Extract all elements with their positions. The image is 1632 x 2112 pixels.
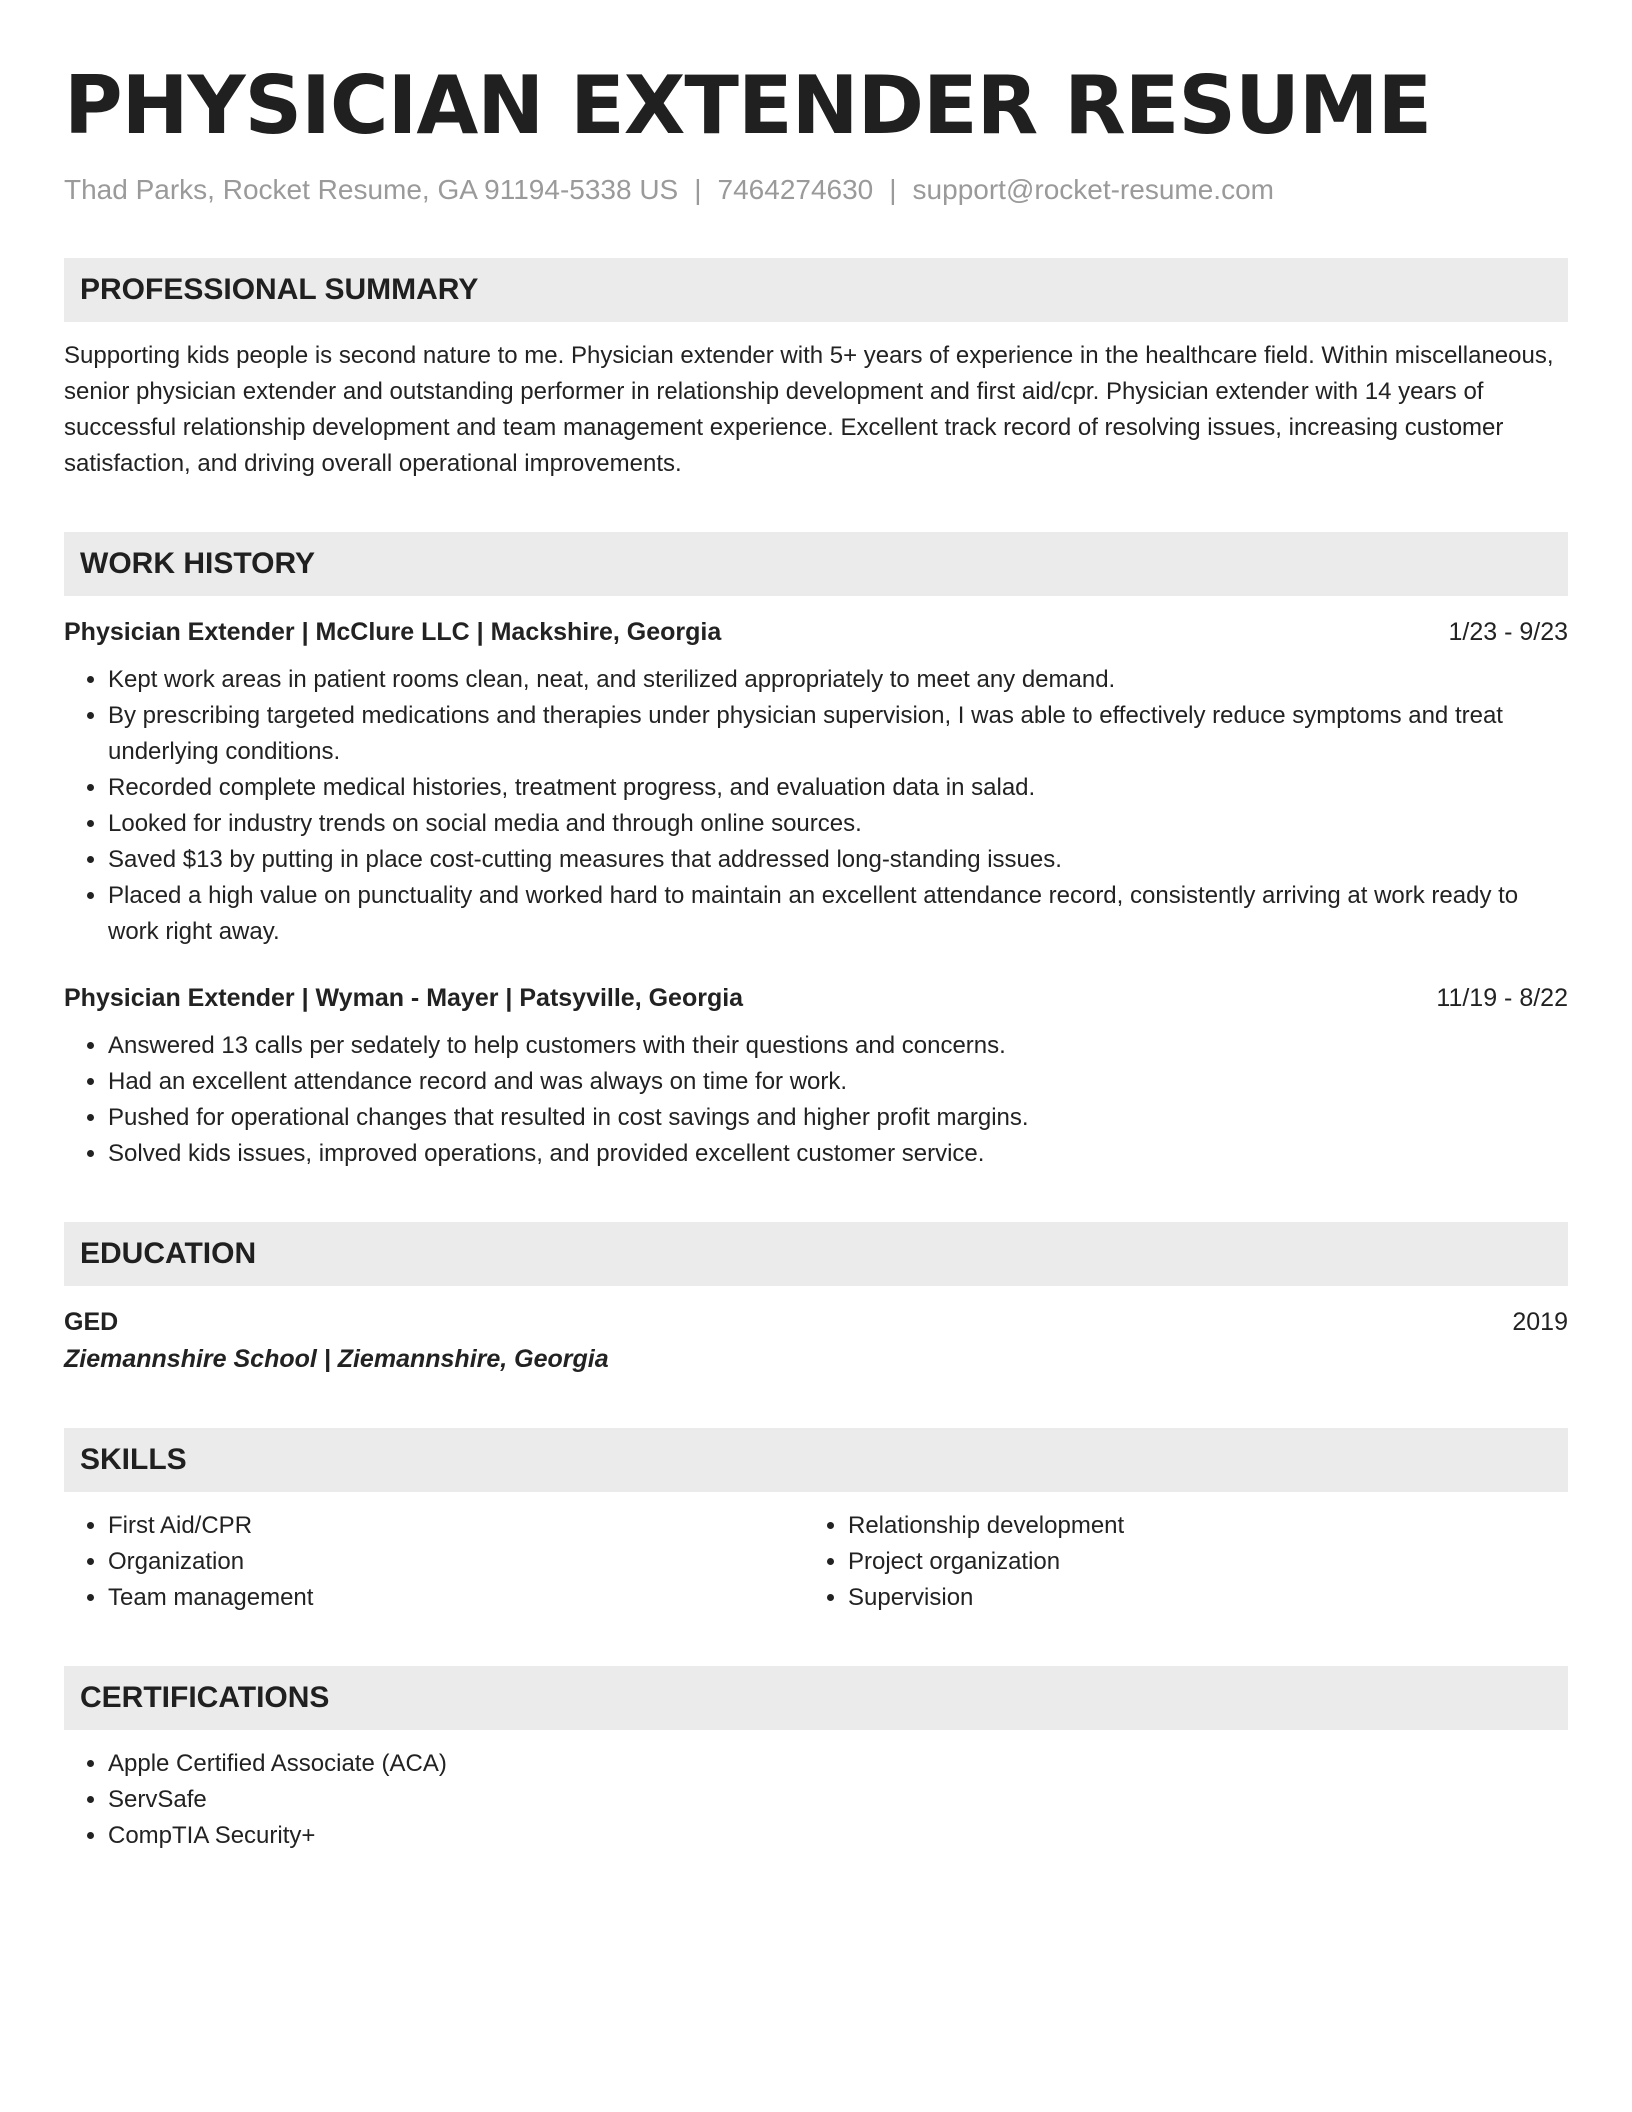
certifications-list (64, 1746, 1568, 1854)
skill-item: • Supervision (848, 1580, 1568, 1616)
education-header (64, 1304, 1568, 1340)
skills-column-1 (64, 1508, 804, 1616)
contact-address: Thad Parks, Rocket Resume, GA 91194-5338 US (64, 174, 679, 205)
section-header-education: EDUCATION (64, 1222, 1568, 1286)
education-degree: GED (64, 1308, 119, 1336)
skill-item: • First Aid/CPR (108, 1508, 804, 1544)
skill-item: • Relationship development (848, 1508, 1568, 1544)
section-header-work-history: WORK HISTORY (64, 532, 1568, 596)
job-dates: 11/19 - 8/22 (1436, 984, 1568, 1012)
job-entry (64, 614, 1568, 950)
contact-email: support@rocket-resume.com (912, 174, 1274, 205)
resume-title: PHYSICIAN EXTENDER RESUME (64, 59, 1432, 152)
section-header-skills: SKILLS (64, 1428, 1568, 1492)
job-bullet: • By prescribing targeted medications and therapies under physician supervision, I was able to effectively reduce symptoms and treat underlying conditions. (108, 698, 1568, 770)
skill-item: • Organization (108, 1544, 804, 1580)
job-header (64, 980, 1568, 1016)
certifications-bullets (64, 1746, 1568, 1854)
certification-item: • Apple Certified Associate (ACA) (108, 1746, 1568, 1782)
section-header-certifications: CERTIFICATIONS (64, 1666, 1568, 1730)
job-title: Physician Extender | Wyman - Mayer | Patsyville, Georgia (64, 984, 744, 1012)
job-title: Physician Extender | McClure LLC | Mackshire, Georgia (64, 618, 722, 646)
skills-list (64, 1508, 1568, 1616)
job-bullets (64, 1028, 1568, 1172)
job-bullet: • Answered 13 calls per sedately to help customers with their questions and concerns. (108, 1028, 1568, 1064)
job-header (64, 614, 1568, 650)
summary-text: Supporting kids people is second nature to me. Physician extender with 5+ years of experience in the healthcare field. Within miscellaneous, senior physician extender and outstanding performer in relationship development and first aid/cpr. Physician extender with 14 years of successful relationship development and team management experience. Excellent track record of resolving issues, increasing customer satisfaction, and driving overall operational improvements. (64, 342, 1554, 477)
contact-phone: 7464274630 (717, 174, 874, 205)
job-bullet: • Looked for industry trends on social media and through online sources. (108, 806, 1568, 842)
job-bullet: • Kept work areas in patient rooms clean, neat, and sterilized appropriately to meet any demand. (108, 662, 1568, 698)
job-entry (64, 980, 1568, 1172)
job-bullet: • Placed a high value on punctuality and worked hard to maintain an excellent attendance record, consistently arriving at work ready to work right away. (108, 878, 1568, 950)
contact-separator: | (889, 174, 897, 205)
education-entry (64, 1304, 1568, 1378)
education-year: 2019 (1512, 1308, 1568, 1336)
skill-item: • Team management (108, 1580, 804, 1616)
job-bullet: • Recorded complete medical histories, treatment progress, and evaluation data in salad. (108, 770, 1568, 806)
skills-column-2 (804, 1508, 1568, 1616)
certification-item: • CompTIA Security+ (108, 1818, 1568, 1854)
job-bullet: • Had an excellent attendance record and was always on time for work. (108, 1064, 1568, 1100)
job-bullet: • Pushed for operational changes that resulted in cost savings and higher profit margins. (108, 1100, 1568, 1136)
certification-item: • ServSafe (108, 1782, 1568, 1818)
job-bullets (64, 662, 1568, 950)
section-header-summary: PROFESSIONAL SUMMARY (64, 258, 1568, 322)
contact-line (64, 172, 1568, 208)
job-dates: 1/23 - 9/23 (1448, 618, 1568, 646)
contact-separator: | (694, 174, 702, 205)
job-bullet: • Saved $13 by putting in place cost-cutting measures that addressed long-standing issues. (108, 842, 1568, 878)
skill-item: • Project organization (848, 1544, 1568, 1580)
job-bullet: • Solved kids issues, improved operations, and provided excellent customer service. (108, 1136, 1568, 1172)
education-school: Ziemannshire School | Ziemannshire, Georgia (64, 1345, 609, 1373)
